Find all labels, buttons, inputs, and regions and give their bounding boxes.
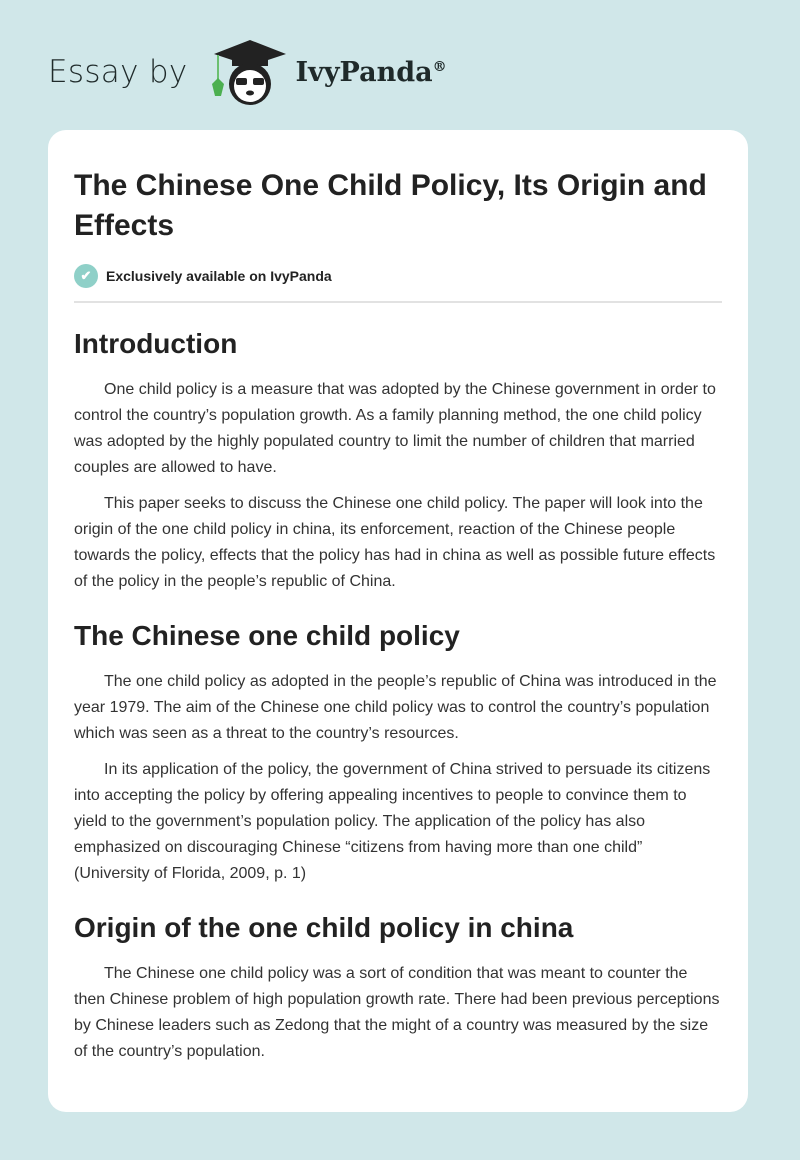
exclusive-label: Exclusively available on IvyPanda <box>106 268 332 284</box>
paragraph: In its application of the policy, the government of China strived to persuade its citizens into accepting the policy by offering appealing incentives to people to convince them to yield to the government’s population policy. The application of the policy has also emphasized on discouraging Chinese “citizens from having more than one child” (University of Florida, 2009, p. 1) <box>74 761 711 882</box>
essay-card <box>48 130 748 1112</box>
paragraph: One child policy is a measure that was adopted by the Chinese government in order to control the country’s population growth. As a family planning method, the one child policy was adopted by the highly populated country to limit the number of children that married couples are allowed to have. <box>74 381 716 476</box>
panda-logo-icon <box>206 36 288 108</box>
paragraph: The one child policy as adopted in the people’s republic of China was introduced in the year 1979. The aim of the Chinese one child policy was to control the country’s population which was seen as a threat to the country’s resources. <box>74 673 717 742</box>
section-chinese-one-child-policy <box>74 619 722 887</box>
paragraph: The Chinese one child policy was a sort of condition that was meant to counter the then Chinese problem of high population growth rate. There had been previous perceptions by Chinese leaders such as Zedong that the might of a country was measured by the size of the country’s population. <box>74 965 720 1060</box>
check-icon: ✔ <box>74 264 98 288</box>
section-heading: Origin of the one child policy in china <box>74 912 574 943</box>
divider <box>74 301 722 303</box>
section-heading: The Chinese one child policy <box>74 620 460 651</box>
essay-title: The Chinese One Child Policy, Its Origin and Effects <box>74 169 707 242</box>
section-introduction <box>74 327 722 595</box>
exclusive-badge <box>74 264 722 288</box>
site-logo[interactable] <box>48 36 447 108</box>
essay-by-label: Essay by <box>48 54 188 90</box>
brand-name: IvyPanda® <box>295 56 447 88</box>
section-heading: Introduction <box>74 328 238 359</box>
section-origin <box>74 911 722 1065</box>
paragraph: This paper seeks to discuss the Chinese one child policy. The paper will look into the origin of the one child policy in china, its enforcement, reaction of the Chinese people towards the policy, effects that the policy has had in china as well as possible future effects of the policy in the people’s republic of China. <box>74 495 716 590</box>
